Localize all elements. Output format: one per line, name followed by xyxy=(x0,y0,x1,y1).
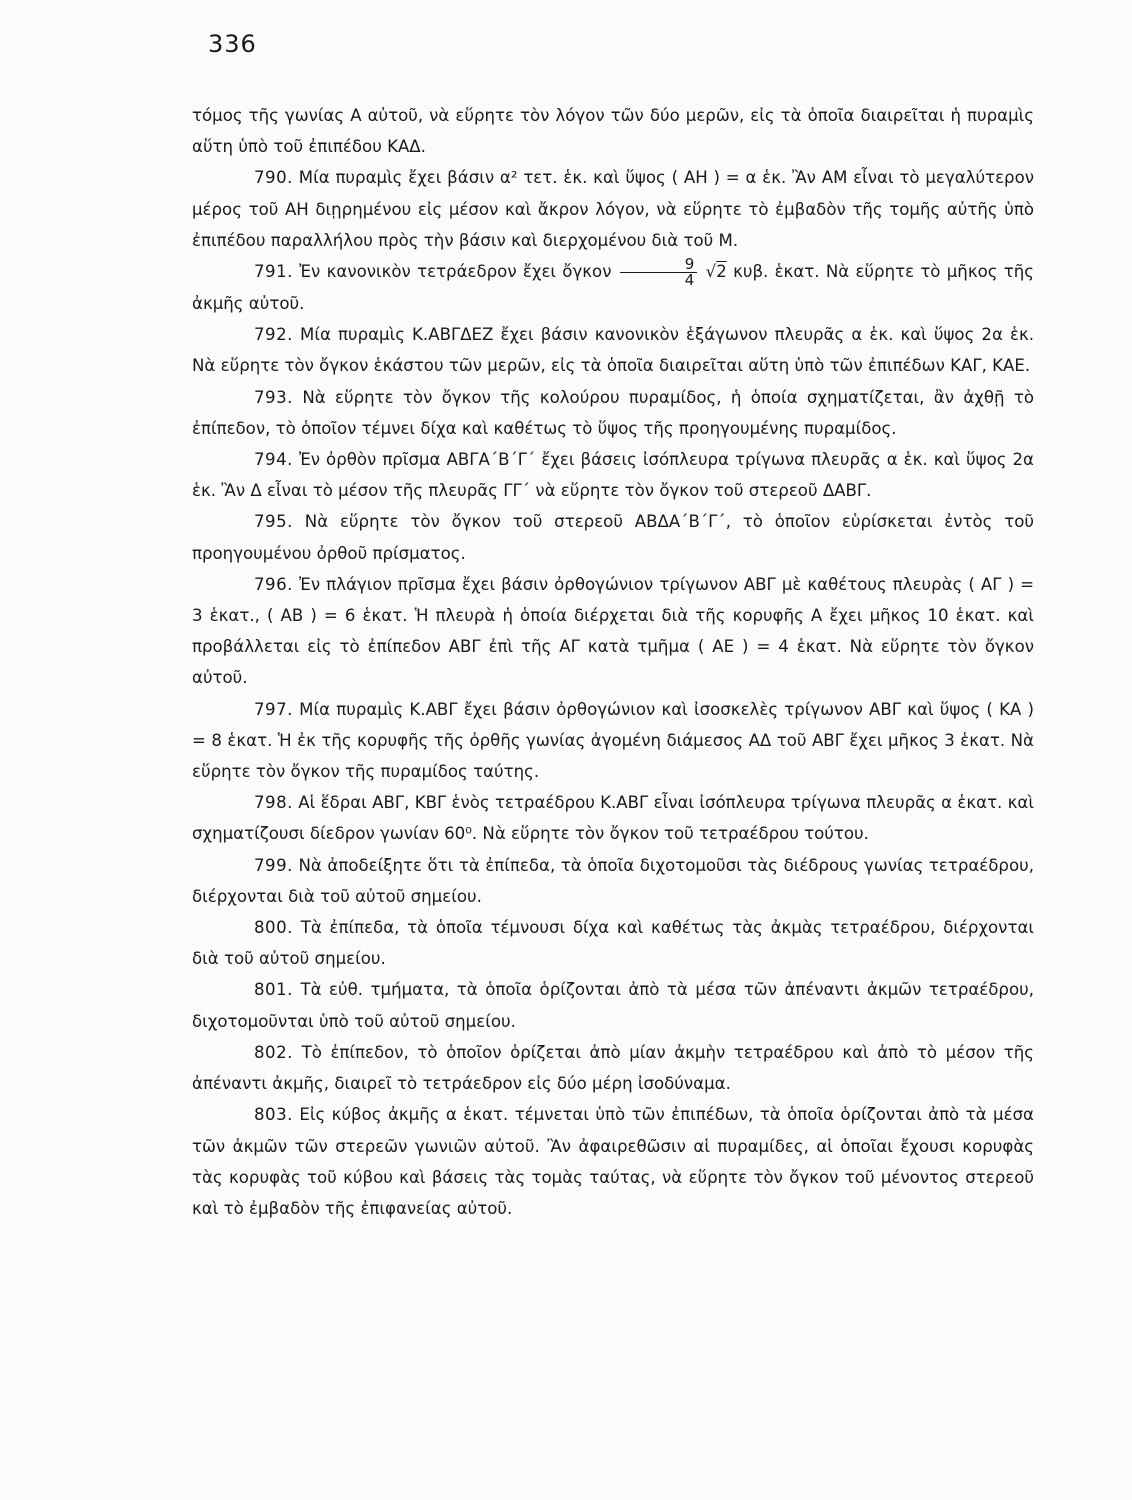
problem-801 xyxy=(192,974,1034,1036)
problem-text: Ἐν πλάγιον πρῖσμα ἔχει βάσιν ὀρθογώνιον τρίγωνον ΑΒΓ μὲ καθέτους πλευρὰς ( ΑΓ ) = 3 ἑκατ., ( ΑΒ ) = 6 ἑκατ. Ἡ πλευρὰ ἡ ὁποία διέρχεται διὰ τῆς κορυφῆς Α ἔχει μῆκος 10 ἑκατ. καὶ προβάλλεται εἰς τὸ ἐπίπεδον ΑΒΓ ἐπὶ τῆς ΑΓ κατὰ τμῆμα ( ΑΕ ) = 4 ἑκατ. Νὰ εὕρητε τὸν ὄγκον αὐτοῦ. xyxy=(192,574,1034,688)
problem-number: 791. xyxy=(254,262,293,282)
problem-text: Εἰς κύβος ἀκμῆς α ἑκατ. τέμνεται ὑπὸ τῶν ἐπιπέδων, τὰ ὁποῖα ὁρίζονται ἀπὸ τὰ μέσα τῶν ἀκμῶν τῶν στερεῶν γωνιῶν αὐτοῦ. Ἂν ἀφαιρεθῶσιν αἱ πυραμίδες, αἱ ὁποῖαι ἔχουσι κορυφὰς τὰς κορυφὰς τοῦ κύβου καὶ βάσεις τὰς τομὰς ταύτας, νὰ εὕρητε τὸν ὄγκον τοῦ μένοντος στερεοῦ καὶ τὸ ἐμβαδὸν τῆς ἐπιφανείας αὐτοῦ. xyxy=(192,1105,1034,1218)
problem-text: Νὰ εὕρητε τὸν ὄγκον τῆς κολούρου πυραμίδος, ἡ ὁποία σχηματίζεται, ἂν ἀχθῇ τὸ ἐπίπεδον, τὸ ὁποῖον τέμνει δίχα καὶ καθέτως τὸ ὕψος τῆς προηγουμένης πυραμίδος. xyxy=(192,387,1034,438)
problem-text: Τὰ ἐπίπεδα, τὰ ὁποῖα τέμνουσι δίχα καὶ καθέτως τὰς ἀκμὰς τετραέδρου, διέρχονται διὰ τοῦ αὐτοῦ σημείου. xyxy=(192,918,1034,969)
problem-text: Αἱ ἕδραι ΑΒΓ, ΚΒΓ ἑνὸς τετραέδρου Κ.ΑΒΓ εἶναι ἰσόπλευρα τρίγωνα πλευρᾶς α ἑκατ. καὶ σχηματίζουσι δίεδρον γωνίαν 60⁰. Νὰ εὕρητε τὸν ὄγκον τοῦ τετραέδρου τούτου. xyxy=(192,793,1034,844)
problem-text: Τὰ εὐθ. τμήματα, τὰ ὁποῖα ὁρίζονται ἀπὸ τὰ μέσα τῶν ἀπέναντι ἀκμῶν τετραέδρου, διχοτομοῦνται ὑπὸ τοῦ αὐτοῦ σημείου. xyxy=(192,980,1034,1031)
problem-791 xyxy=(192,256,1034,319)
problem-number: 796. xyxy=(254,574,293,594)
problem-794 xyxy=(192,444,1034,506)
fraction-numerator: 9 xyxy=(684,255,695,274)
problem-800 xyxy=(192,912,1034,974)
radical-sign-icon: √ xyxy=(705,262,717,282)
problem-number: 790. xyxy=(254,168,293,188)
problem-799 xyxy=(192,850,1034,912)
problem-790 xyxy=(192,162,1034,256)
problem-797 xyxy=(192,694,1034,788)
radicand: 2 xyxy=(716,262,727,282)
problem-number: 794. xyxy=(254,450,293,470)
problem-text: Ἐν ὀρθὸν πρῖσμα ΑΒΓΑ΄Β΄Γ΄ ἔχει βάσεις ἰσόπλευρα τρίγωνα πλευρᾶς α ἑκ. καὶ ὕψος 2α ἑκ. Ἂν Δ εἶναι τὸ μέσον τῆς πλευρᾶς ΓΓ΄ νὰ εὕρητε τὸν ὄγκον τοῦ στερεοῦ ΔΑΒΓ. xyxy=(192,450,1034,501)
problem-795 xyxy=(192,506,1034,568)
problem-number: 803. xyxy=(254,1105,293,1125)
page-number: 336 xyxy=(208,30,257,58)
page-body xyxy=(192,100,1034,1224)
problem-number: 802. xyxy=(254,1042,293,1062)
problem-798 xyxy=(192,787,1034,849)
problem-text: Τὸ ἐπίπεδον, τὸ ὁποῖον ὁρίζεται ἀπὸ μίαν ἀκμὴν τετραέδρου καὶ ἀπὸ τὸ μέσον τῆς ἀπέναντι ἀκμῆς, διαιρεῖ τὸ τετράεδρον εἰς δύο μέρη ἰσοδύναμα. xyxy=(192,1042,1034,1094)
problem-793 xyxy=(192,382,1034,444)
problem-text: Μία πυραμὶς Κ.ΑΒΓ ἔχει βάσιν ὀρθογώνιον καὶ ἰσοσκελὲς τρίγωνον ΑΒΓ καὶ ὕψος ( ΚΑ ) = 8 ἑκατ. Ἡ ἐκ τῆς κορυφῆς τῆς ὀρθῆς γωνίας ἀγομένη διάμεσος ΑΔ τοῦ ΑΒΓ ἔχει μῆκος 3 ἑκατ. Νὰ εὕρητε τὸν ὄγκον τῆς πυραμίδος ταύτης. xyxy=(192,699,1035,782)
problem-text: Μία πυραμὶς Κ.ΑΒΓΔΕΖ ἔχει βάσιν κανονικὸν ἑξάγωνον πλευρᾶς α ἑκ. καὶ ὕψος 2α ἑκ. Νὰ εὕρητε τὸν ὄγκον ἑκάστου τῶν μερῶν, εἰς τὰ ὁποῖα διαιρεῖται αὕτη ὑπὸ τῶν ἐπιπέδων ΚΑΓ, ΚΑΕ. xyxy=(192,325,1034,376)
problem-number: 795. xyxy=(254,512,293,532)
intro-paragraph: τόμος τῆς γωνίας Α αὐτοῦ, νὰ εὕρητε τὸν λόγον τῶν δύο μερῶν, εἰς τὰ ὁποῖα διαιρεῖται ἡ πυραμὶς αὕτη ὑπὸ τοῦ ἐπιπέδου ΚΑΔ. xyxy=(192,106,1034,157)
fraction-denominator: 4 xyxy=(620,272,698,288)
problem-792 xyxy=(192,319,1034,381)
square-root xyxy=(706,262,727,281)
problem-796 xyxy=(192,569,1034,694)
problem-number: 800. xyxy=(254,918,293,938)
fraction xyxy=(620,257,698,288)
problem-number: 801. xyxy=(254,980,293,1000)
problem-number: 797. xyxy=(254,699,293,719)
problem-number: 799. xyxy=(254,855,293,875)
problem-802 xyxy=(192,1037,1034,1099)
problem-text: Ἐν κανονικὸν τετράεδρον ἔχει ὄγκον xyxy=(299,262,612,282)
problem-803 xyxy=(192,1099,1034,1224)
problem-text: Νὰ εὕρητε τὸν ὄγκον τοῦ στερεοῦ ΑΒΔΑ΄Β΄Γ΄, τὸ ὁποῖον εὑρίσκεται ἐντὸς τοῦ προηγουμένου ὀρθοῦ πρίσματος. xyxy=(192,512,1034,563)
problem-text: Μία πυραμὶς ἔχει βάσιν α² τετ. ἑκ. καὶ ὕψος ( ΑΗ ) = α ἑκ. Ἂν ΑΜ εἶναι τὸ μεγαλύτερον μέρος τοῦ ΑΗ διῃρημένου εἰς μέσον καὶ ἄκρον λόγον, νὰ εὕρητε τὸ ἐμβαδὸν τῆς τομῆς αὐτῆς ὑπὸ ἐπιπέδου παραλλήλου πρὸς τὴν βάσιν καὶ διερχομένου διὰ τοῦ Μ. xyxy=(192,168,1034,250)
problem-number: 792. xyxy=(254,325,293,345)
problem-text: Νὰ ἀποδείξητε ὅτι τὰ ἐπίπεδα, τὰ ὁποῖα διχοτομοῦσι τὰς διέδρους γωνίας τετραέδρου, διέρχονται διὰ τοῦ αὐτοῦ σημείου. xyxy=(192,855,1034,906)
problem-number: 798. xyxy=(254,793,293,813)
problem-number: 793. xyxy=(254,387,293,407)
problem-text-continued: κυβ. ἑκατ. Νὰ εὕρητε τὸ μῆκος τῆς ἀκμῆς αὐτοῦ. xyxy=(192,262,1035,314)
